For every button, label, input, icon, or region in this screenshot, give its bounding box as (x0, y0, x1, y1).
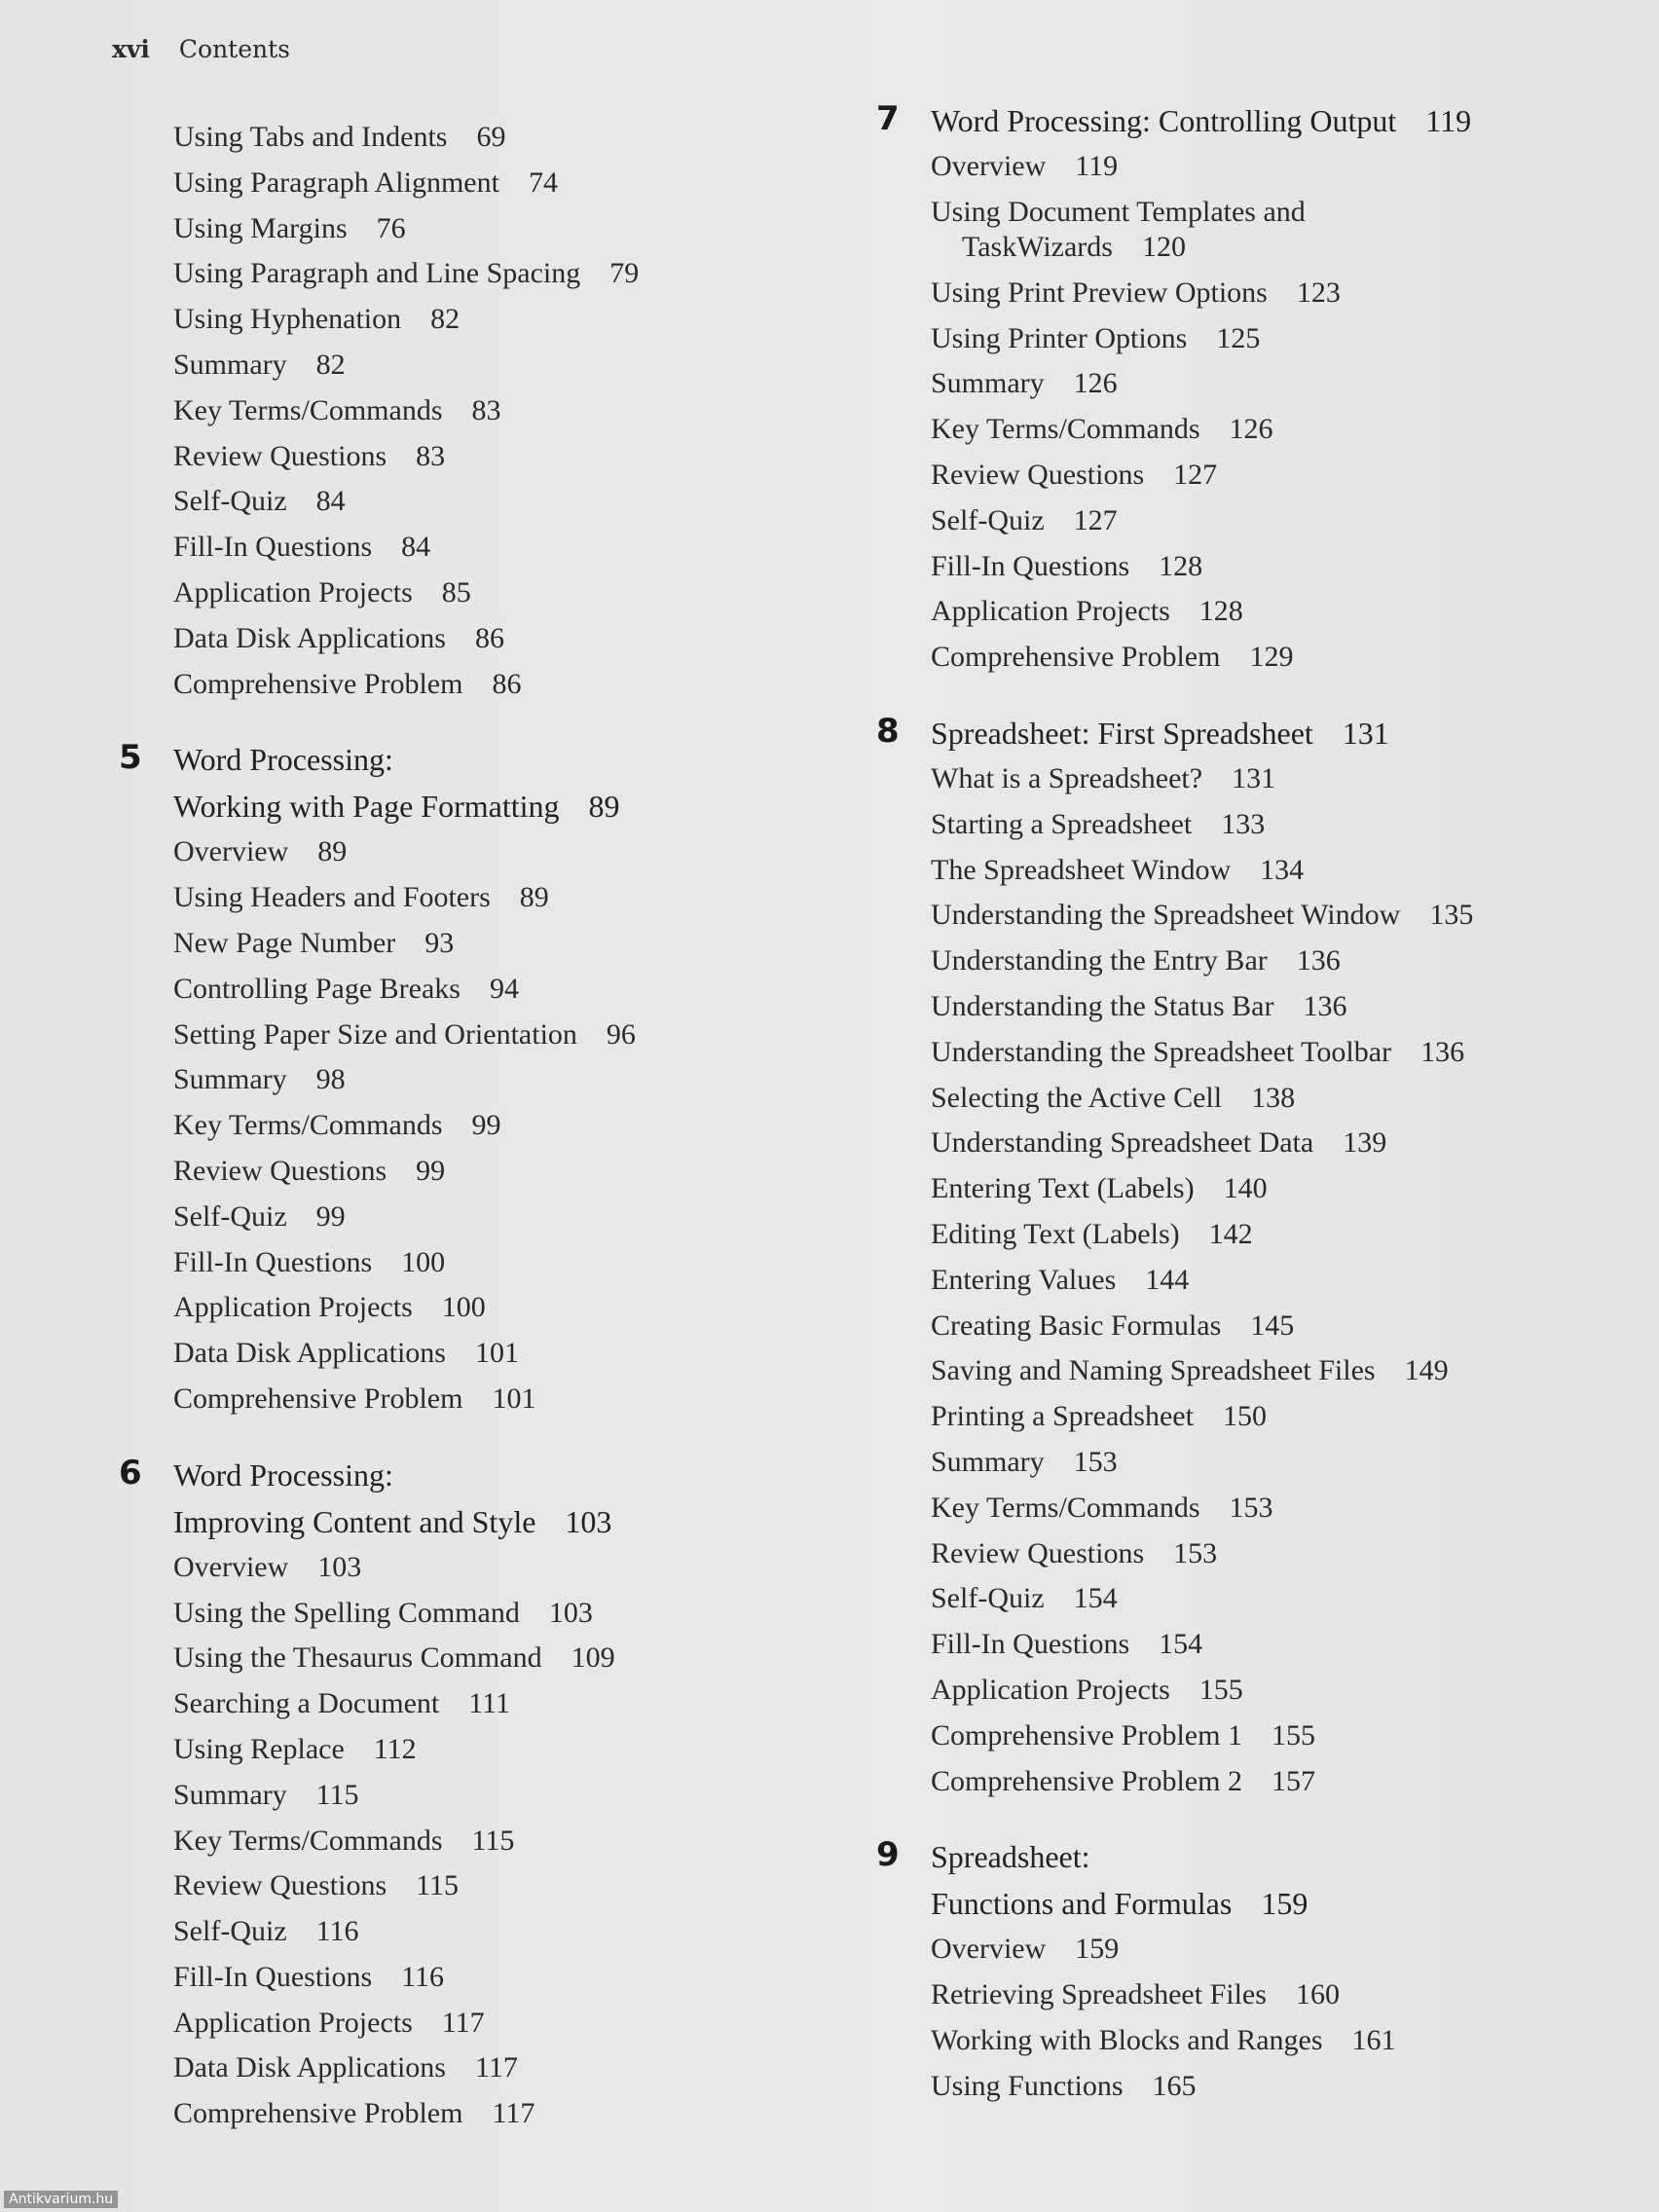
toc-entry-text: Understanding the Spreadsheet Toolbar (931, 1035, 1392, 1068)
toc-entry-text: Summary (173, 1778, 287, 1811)
toc-page-number: 129 (1249, 641, 1294, 674)
toc-entry (931, 756, 1595, 802)
toc-page-number: 150 (1222, 1400, 1267, 1433)
toc-entry-text: Key Terms/Commands (173, 1109, 443, 1142)
toc-page-number: 109 (571, 1641, 615, 1675)
toc-entry (931, 271, 1595, 316)
toc-entry-text: Creating Basic Formulas (931, 1309, 1222, 1342)
toc-page-number: 116 (315, 1915, 359, 1948)
toc-page-number: 119 (1075, 150, 1119, 182)
toc-entry (173, 2001, 779, 2046)
toc-page-number: 101 (492, 1382, 536, 1415)
toc-page-number: 84 (401, 531, 431, 564)
toc-page-number: 149 (1404, 1354, 1449, 1387)
toc-entry (173, 1149, 779, 1195)
toc-entry (931, 1486, 1595, 1531)
chapter-title-text: Word Processing: (173, 742, 393, 778)
toc-entry-text: Starting a Spreadsheet (931, 807, 1193, 840)
toc-entry-text: Overview (931, 1933, 1047, 1966)
toc-entry-text: Application Projects (931, 1673, 1170, 1706)
toc-entry-text: Understanding the Spreadsheet Window (931, 899, 1401, 932)
toc-entry (931, 1622, 1595, 1668)
toc-page-number: 99 (315, 1199, 346, 1233)
toc-page-number: 133 (1221, 807, 1266, 840)
toc-entry (173, 1909, 779, 1955)
toc-entry (931, 453, 1595, 498)
toc-entry (173, 1057, 779, 1103)
toc-entry (173, 343, 779, 388)
toc-entry-text: Review Questions (173, 1869, 387, 1902)
toc-entry-text: Comprehensive Problem (931, 641, 1221, 674)
toc-page-number: 160 (1295, 1978, 1340, 2011)
toc-entry (931, 1121, 1595, 1166)
toc-entry (931, 2018, 1595, 2064)
toc-entry (173, 1545, 779, 1591)
toc-page-number: 100 (401, 1245, 446, 1278)
right-column (874, 97, 1595, 2109)
toc-page-number: 84 (315, 485, 346, 518)
toc-entry (173, 921, 779, 967)
chapter-block (117, 1452, 779, 2137)
toc-entry-text: Summary (173, 348, 287, 381)
toc-entry-text: Using Print Preview Options (931, 276, 1268, 309)
toc-entry (173, 1681, 779, 1727)
toc-page-number: 115 (416, 1869, 460, 1902)
chapter-block (874, 1833, 1595, 2109)
toc-entry-text-continued (931, 230, 1595, 265)
toc-entry-text: Self-Quiz (931, 503, 1045, 536)
chapter-page-number: 89 (588, 789, 620, 825)
toc-entry (173, 1285, 779, 1331)
toc-entry (173, 1773, 779, 1819)
chapter-page-number: 131 (1342, 715, 1389, 751)
toc-entry (173, 662, 779, 708)
toc-entry-text: Application Projects (173, 575, 413, 608)
chapter-title (931, 97, 1595, 144)
toc-entry (931, 1972, 1595, 2018)
toc-page-number: 74 (528, 166, 558, 199)
toc-entry-text: Using Paragraph and Line Spacing (173, 257, 581, 290)
toc-page-number: 145 (1250, 1309, 1295, 1342)
toc-page-number: 100 (441, 1291, 486, 1324)
toc-page-number: 89 (519, 881, 549, 914)
toc-entry-text: Selecting the Active Cell (931, 1081, 1223, 1114)
toc-entry-text: Application Projects (173, 2006, 413, 2039)
chapter-number: 8 (876, 711, 900, 751)
toc-entry (931, 802, 1595, 848)
toc-entry-text: Saving and Naming Spreadsheet Files (931, 1354, 1376, 1387)
toc-entry-text: Overview (173, 1550, 289, 1583)
toc-entry-text: Data Disk Applications (173, 2051, 446, 2084)
toc-entry (173, 616, 779, 662)
toc-entry-text: Summary (173, 1063, 287, 1096)
toc-page-number: 153 (1173, 1536, 1218, 1569)
toc-entry (931, 1166, 1595, 1212)
toc-entry-text: Review Questions (173, 439, 387, 472)
chapter-title (173, 1452, 779, 1498)
toc-entry (173, 297, 779, 343)
toc-entry (931, 361, 1595, 407)
toc-page-number: 96 (606, 1017, 636, 1051)
toc-entry-text: New Page Number (173, 926, 396, 959)
toc-entry-text: Retrieving Spreadsheet Files (931, 1978, 1267, 2011)
toc-entry-text: Using Tabs and Indents (173, 121, 448, 153)
chapter-number: 7 (876, 99, 900, 138)
toc-entry (173, 525, 779, 571)
toc-entry-text: Fill-In Questions (931, 1628, 1130, 1661)
chapter-title (931, 710, 1595, 756)
toc-page-number: 85 (441, 575, 471, 608)
toc-entry (931, 544, 1595, 590)
toc-page-number: 112 (373, 1732, 417, 1765)
toc-page-number: 79 (609, 257, 640, 290)
chapter-block (874, 97, 1595, 681)
toc-page-number: 99 (471, 1109, 501, 1142)
toc-entry-text: Searching a Document (173, 1687, 440, 1720)
toc-entry-text: Key Terms/Commands (173, 393, 443, 426)
toc-entry (931, 316, 1595, 362)
toc-page-number: 116 (401, 1960, 445, 1993)
toc-page-number: 134 (1260, 853, 1305, 886)
toc-entry-text: Using Hyphenation (173, 303, 402, 336)
toc-entry (173, 571, 779, 616)
toc-page-number: 123 (1296, 276, 1341, 309)
toc-page-number: 131 (1232, 761, 1276, 794)
toc-page-number: 136 (1420, 1035, 1465, 1068)
toc-page-number: 76 (376, 211, 406, 244)
toc-entry (173, 1195, 779, 1240)
toc-entry-text: Comprehensive Problem 1 (931, 1718, 1242, 1751)
toc-page-number: 69 (476, 121, 506, 153)
toc-page-number: 83 (471, 393, 501, 426)
toc-entry (931, 1576, 1595, 1622)
toc-page-number: 127 (1173, 458, 1218, 491)
toc-page-number: 154 (1073, 1582, 1118, 1615)
toc-page-number: 139 (1343, 1126, 1387, 1160)
toc-entry (931, 1927, 1595, 1972)
toc-page-number: 117 (492, 2097, 535, 2130)
toc-entry (173, 434, 779, 480)
toc-entry (931, 893, 1595, 939)
toc-page-number: 83 (416, 439, 446, 472)
toc-page-number: 126 (1073, 367, 1118, 400)
toc-entry-text: Using Replace (173, 1732, 345, 1765)
watermark: Antikvarium.hu (4, 2191, 118, 2208)
chapter-block (117, 115, 779, 707)
toc-entry (931, 1076, 1595, 1122)
toc-entry-text: Application Projects (931, 595, 1170, 628)
toc-entry-text: Review Questions (931, 1536, 1145, 1569)
toc-entry-text: Using Functions (931, 2069, 1124, 2102)
toc-page-number: 125 (1216, 321, 1261, 354)
toc-page-number: 128 (1198, 595, 1243, 628)
toc-entry (931, 2064, 1595, 2110)
toc-entry (173, 206, 779, 252)
toc-page-number: 136 (1303, 989, 1347, 1022)
chapter-title (173, 1498, 779, 1545)
toc-entry (931, 1212, 1595, 1258)
toc-entry (173, 1636, 779, 1681)
toc-entry-text: Understanding the Entry Bar (931, 944, 1268, 977)
toc-page-number: 101 (474, 1337, 519, 1370)
toc-entry-text: What is a Spreadsheet? (931, 761, 1203, 794)
toc-entry (931, 498, 1595, 544)
chapter-title (173, 736, 779, 783)
toc-page-number: 142 (1208, 1217, 1253, 1250)
chapter-page-number: 103 (565, 1503, 612, 1539)
chapter-title (931, 1880, 1595, 1927)
chapter-title (931, 1833, 1595, 1880)
toc-entry (931, 144, 1595, 190)
chapter-title-text: Spreadsheet: (931, 1839, 1090, 1875)
toc-entry-text: Comprehensive Problem (173, 1382, 463, 1415)
toc-entry-text-line2: TaskWizards (962, 230, 1113, 263)
toc-entry-text: Comprehensive Problem 2 (931, 1764, 1242, 1797)
toc-entry-text: Fill-In Questions (173, 531, 373, 564)
toc-page-number: 159 (1075, 1933, 1120, 1966)
toc-entry (931, 1394, 1595, 1440)
toc-page-number: 126 (1229, 413, 1273, 446)
toc-entry-text: Data Disk Applications (173, 1337, 446, 1370)
toc-page-number: 157 (1271, 1764, 1315, 1797)
toc-entry-text: Key Terms/Commands (931, 1491, 1200, 1524)
toc-page-number: 98 (315, 1063, 346, 1096)
toc-entry-text: Setting Paper Size and Orientation (173, 1017, 577, 1051)
toc-entry (931, 1668, 1595, 1714)
toc-entry (173, 2046, 779, 2091)
toc-page-number: 89 (317, 835, 348, 868)
left-column (117, 115, 779, 2137)
toc-entry (931, 1304, 1595, 1349)
toc-page-number: 82 (315, 348, 346, 381)
running-head-title: Contents (178, 35, 290, 63)
chapter-number: 5 (119, 738, 142, 778)
toc-page-number: 86 (492, 667, 522, 700)
toc-entry-text: Working with Blocks and Ranges (931, 2023, 1323, 2056)
toc-entry (931, 1440, 1595, 1486)
toc-entry-text: Comprehensive Problem (173, 2097, 463, 2130)
toc-page-number: 82 (430, 303, 461, 336)
toc-entry-text: Entering Text (Labels) (931, 1172, 1195, 1205)
toc-entry (931, 635, 1595, 681)
chapter-title-text: Improving Content and Style (173, 1503, 536, 1539)
toc-entry-text: Key Terms/Commands (931, 413, 1200, 446)
toc-entry (931, 848, 1595, 894)
toc-entry-text: Overview (173, 835, 289, 868)
toc-entry-text: Overview (931, 150, 1047, 182)
toc-entry (931, 1258, 1595, 1304)
toc-entry (173, 1103, 779, 1149)
toc-page-number: 155 (1271, 1718, 1315, 1751)
toc-entry-text: Understanding Spreadsheet Data (931, 1126, 1314, 1160)
chapter-page-number: 119 (1425, 103, 1472, 138)
toc-page-number: 127 (1073, 503, 1118, 536)
toc-entry-text: Using the Spelling Command (173, 1596, 520, 1629)
toc-page-number: 94 (489, 972, 519, 1005)
chapter-title-text: Word Processing: Controlling Output (931, 103, 1397, 138)
toc-entry (173, 161, 779, 206)
toc-entry-text: Fill-In Questions (173, 1245, 373, 1278)
toc-entry-text: Using Headers and Footers (173, 881, 491, 914)
toc-page-number: 154 (1159, 1628, 1203, 1661)
toc-entry-text: Controlling Page Breaks (173, 972, 461, 1005)
toc-page-number: 165 (1152, 2069, 1197, 2102)
toc-entry (173, 1377, 779, 1422)
toc-page-number: 117 (474, 2051, 518, 2084)
toc-entry (931, 984, 1595, 1030)
toc-entry-text: Self-Quiz (931, 1582, 1045, 1615)
toc-entry (931, 939, 1595, 984)
toc-entry (173, 1591, 779, 1637)
toc-page-number: 111 (468, 1687, 511, 1720)
toc-entry (931, 1759, 1595, 1805)
toc-entry (173, 1863, 779, 1909)
toc-entry (931, 1714, 1595, 1759)
toc-entry (931, 407, 1595, 453)
chapter-block (874, 710, 1595, 1804)
chapter-title-text: Working with Page Formatting (173, 789, 560, 825)
toc-entry (931, 1030, 1595, 1076)
chapter-number: 9 (876, 1835, 900, 1875)
toc-entry (173, 1240, 779, 1286)
toc-entry (173, 2091, 779, 2137)
toc-entry-text: Fill-In Questions (931, 549, 1130, 582)
toc-page-number: 117 (441, 2006, 485, 2039)
chapter-title-text: Functions and Formulas (931, 1886, 1233, 1922)
chapter-title-text: Spreadsheet: First Spreadsheet (931, 715, 1313, 751)
toc-entry (931, 190, 1595, 271)
toc-entry-text: Using Paragraph Alignment (173, 166, 499, 199)
toc-page-number: 103 (548, 1596, 593, 1629)
toc-page-number: 140 (1223, 1172, 1268, 1205)
toc-entry (173, 967, 779, 1013)
toc-entry (931, 1348, 1595, 1394)
chapter-title-text: Word Processing: (173, 1456, 393, 1493)
page-number: xvi (112, 35, 150, 63)
toc-page-number: 135 (1429, 899, 1474, 932)
toc-page-number: 103 (317, 1550, 362, 1583)
toc-entry-text: Understanding the Status Bar (931, 989, 1274, 1022)
toc-entry (931, 1531, 1595, 1577)
toc-page-number: 161 (1351, 2023, 1396, 2056)
toc-entry-text: Comprehensive Problem (173, 667, 463, 700)
chapter-block (117, 736, 779, 1421)
toc-entry-text: Fill-In Questions (173, 1960, 373, 1993)
toc-entry-text: Using the Thesaurus Command (173, 1641, 542, 1675)
toc-entry-text: Application Projects (173, 1291, 413, 1324)
toc-entry-text: Using Printer Options (931, 321, 1188, 354)
toc-page-number: 99 (416, 1154, 446, 1187)
toc-entry-text: Review Questions (173, 1154, 387, 1187)
toc-page-number: 144 (1145, 1263, 1190, 1296)
toc-entry-text: Summary (931, 367, 1045, 400)
toc-page-number: 93 (424, 926, 455, 959)
toc-entry-text: Using Document Templates and (931, 195, 1306, 228)
toc-entry (931, 589, 1595, 635)
toc-page-number: 115 (315, 1778, 359, 1811)
toc-entry (173, 1955, 779, 2001)
toc-entry (173, 1013, 779, 1058)
toc-entry-text: Summary (931, 1445, 1045, 1478)
toc-entry (173, 1331, 779, 1377)
toc-page-number: 128 (1159, 549, 1203, 582)
toc-page-number: 86 (474, 621, 504, 654)
toc-entry (173, 875, 779, 921)
toc-entry-text: Editing Text (Labels) (931, 1217, 1180, 1250)
chapter-title (173, 783, 779, 830)
toc-entry (173, 1727, 779, 1773)
toc-entry-text: Self-Quiz (173, 1199, 287, 1233)
toc-entry-text: Review Questions (931, 458, 1145, 491)
toc-entry-text: Data Disk Applications (173, 621, 446, 654)
toc-entry (173, 251, 779, 297)
toc-entry-text: The Spreadsheet Window (931, 853, 1232, 886)
toc-entry (173, 1819, 779, 1864)
toc-entry (173, 830, 779, 875)
toc-entry-text: Entering Values (931, 1263, 1117, 1296)
toc-entry (173, 479, 779, 525)
toc-page-number: 153 (1073, 1445, 1118, 1478)
toc-page-number: 115 (471, 1824, 515, 1857)
toc-page-number: 120 (1141, 230, 1186, 263)
toc-entry (173, 115, 779, 161)
toc-page-number: 155 (1198, 1673, 1243, 1706)
toc-page-number: 153 (1229, 1491, 1273, 1524)
toc-entry (173, 388, 779, 434)
toc-entry-text: Self-Quiz (173, 1915, 287, 1948)
toc-entry-text: Using Margins (173, 211, 348, 244)
toc-page-number: 136 (1296, 944, 1341, 977)
running-head (112, 35, 290, 63)
chapter-page-number: 159 (1261, 1886, 1309, 1922)
chapter-number: 6 (119, 1453, 142, 1493)
toc-page-number: 138 (1251, 1081, 1296, 1114)
toc-entry-text: Self-Quiz (173, 485, 287, 518)
toc-entry-text: Printing a Spreadsheet (931, 1400, 1194, 1433)
toc-entry-text: Key Terms/Commands (173, 1824, 443, 1857)
